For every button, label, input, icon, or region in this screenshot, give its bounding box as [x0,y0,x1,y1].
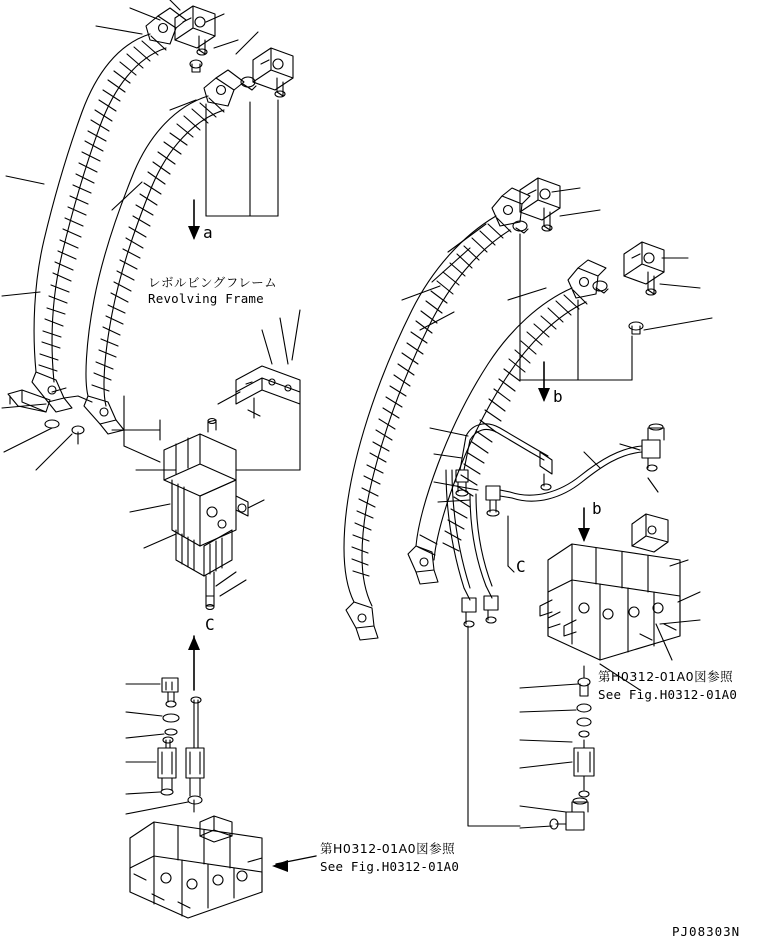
annotation-revolving-frame-en: Revolving Frame [148,291,264,306]
leader-filter-4 [220,580,246,596]
upper-left-valve-b [253,48,293,97]
leader-13 [36,434,72,470]
arrow-b-lower-head [578,528,590,542]
leader-7 [6,176,44,184]
leader-filter-3 [216,572,236,586]
washer-left-1 [45,420,59,428]
bolt-left-1 [8,390,50,412]
leader-cv1 [678,592,700,602]
upper-left-fastener-b [241,77,256,90]
arrow-a-head [188,226,200,240]
leader-b6 [126,802,188,814]
callout-label-a: a [203,223,213,242]
right-bottom-fittings [550,678,594,830]
leader-bracket-2 [292,310,300,360]
leader-2 [130,8,160,20]
leader-filter-2 [144,534,176,548]
leader-5 [214,40,238,48]
leader-r3 [552,188,580,192]
leader-rb4 [520,762,572,768]
drawing-number: PJ08303N [672,924,741,939]
leader-r1 [448,224,486,252]
cartridge-1 [162,678,179,735]
hose-upper-left-outer [32,8,186,412]
hose-center-outer [344,188,530,640]
right-fastener-a [513,221,528,233]
annotation-see-fig-right-en: See Fig.H0312-01A0 [598,687,738,702]
leader-b5 [126,792,160,794]
leader-12 [4,428,52,452]
leader-rb3 [520,740,572,742]
leader-t1 [430,428,468,436]
leader-t5 [584,452,600,468]
leader-10 [2,292,40,296]
leader-filter-1 [130,504,170,512]
callout-label-c-lower: C [205,615,215,634]
steel-tube-lower [486,424,664,516]
annotation-see-fig-right-jp: 第H0312-01A0図参照 [598,669,734,684]
leader-r6 [660,284,700,288]
arrow-b-head [538,388,550,402]
mounting-bracket [236,366,300,418]
leader-c-line2 [508,566,514,572]
arrow-seefig-bottom-head [272,860,288,872]
leader-t2 [434,454,462,458]
callout-label-c-upper: C [516,557,526,576]
leader-r9 [508,288,546,300]
leader-t7 [648,478,658,492]
leader-t3 [434,482,478,490]
leader-bracket [218,392,240,404]
annotation-see-fig-bottom-jp: 第H0312-01A0図参照 [320,841,456,856]
cartridge-3 [186,697,204,804]
leader-t4 [438,500,470,502]
leader-bracket-4 [280,318,288,364]
upper-left-fastener-a [190,60,202,72]
leader-b3 [126,734,164,738]
leader-cv3 [670,560,688,566]
leader-r4 [560,210,600,216]
right-fastener-c [629,322,643,334]
leader-1 [96,26,142,34]
leader-r7 [644,318,712,330]
annotation-see-fig-bottom-en: See Fig.H0312-01A0 [320,859,460,874]
arrow-c-head [188,636,200,650]
leader-rb5 [520,806,566,812]
callout-label-b-lower: b [592,499,602,518]
leader-rb2 [520,710,576,712]
cartridge-2 [158,737,176,795]
washer-left-2 [72,426,84,444]
hose-upper-left-inner [84,70,244,434]
leader-bracket-3 [262,330,272,364]
steel-tube-upper [456,424,552,496]
right-valve-b [624,242,664,295]
annotation-revolving-frame-jp: レボルビングフレーム [148,275,278,290]
callout-label-b-upper: b [553,387,563,406]
filter-bracket-h1 [124,446,160,462]
leader-rb-long [468,626,520,826]
filter-assembly [164,419,264,610]
control-valve-right [540,514,680,660]
leader-rb1 [520,684,578,688]
leader-b2 [126,712,162,716]
upper-left-valve-a [175,6,215,55]
vertical-tube-c [470,494,498,623]
leader-rb6 [520,826,552,828]
right-fastener-b [593,281,608,293]
leader-6 [236,32,258,54]
control-valve-bottom [130,816,262,918]
